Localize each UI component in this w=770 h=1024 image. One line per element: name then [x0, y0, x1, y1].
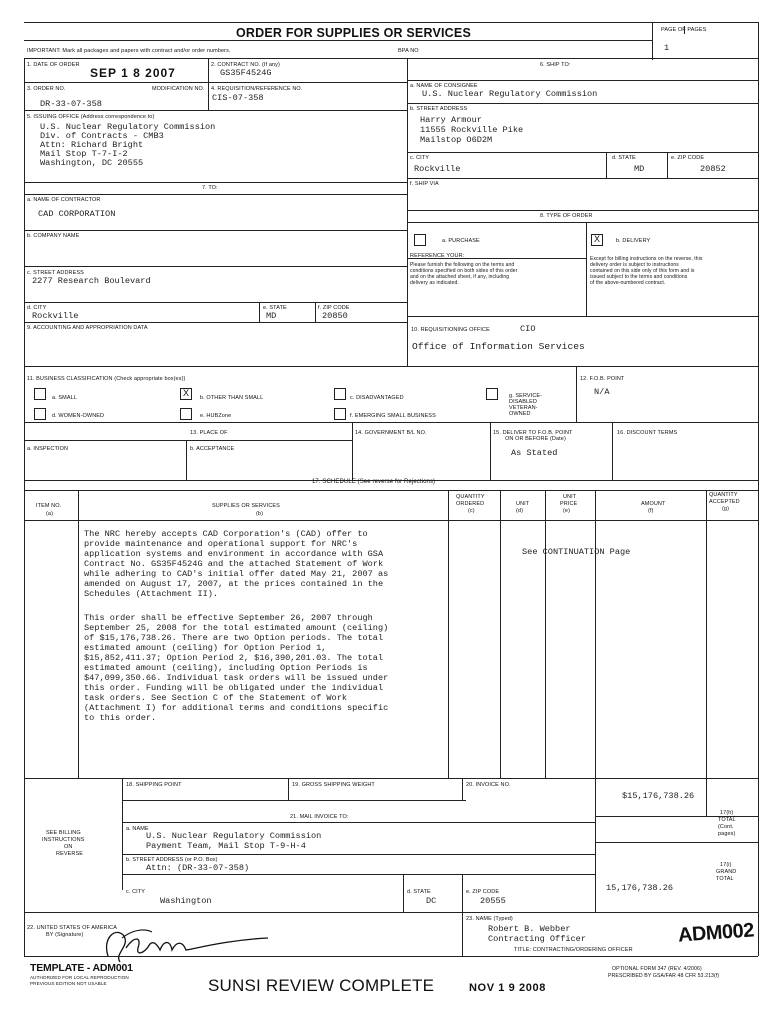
officer-title: Contracting Officer	[488, 934, 586, 944]
reference-your-label: REFERENCE YOUR:	[410, 253, 465, 259]
mail-street-value: Attn: (DR-33-07-358)	[146, 863, 250, 873]
mail-city-label: c. CITY	[126, 889, 146, 895]
adm002-stamp: ADM002	[677, 919, 755, 947]
issuing-office-line-4: Mail Stop T-7-I-2	[40, 149, 128, 159]
deliver-to-label-1: 15. DELIVER TO F.O.B. POINT	[493, 430, 573, 436]
place-of-label: 13. PLACE OF	[190, 430, 228, 436]
col-price-2: PRICE	[560, 501, 578, 507]
united-states-label-2: BY (Signature)	[46, 932, 84, 938]
schedule-para2-line: $15,852,411.37; Option Period 2, $16,390,201.03. The total	[84, 653, 384, 663]
delivery-note-5: of the above-numbered contract.	[590, 280, 666, 286]
grand-total-value: 15,176,738.26	[606, 883, 674, 893]
united-states-label-1: 22. UNITED STATES OF AMERICA	[27, 925, 117, 931]
issuing-office-line-1: U.S. Nuclear Regulatory Commission	[40, 122, 216, 132]
schedule-title: 17. SCHEDULE (See reverse for Rejections)	[312, 479, 436, 485]
col-price-3: (e)	[563, 508, 571, 514]
purchase-note-2: conditions specified on both sides of this order	[410, 268, 518, 274]
col-qty-2: ORDERED	[456, 501, 485, 507]
discount-terms-label: 16. DISCOUNT TERMS	[617, 430, 678, 436]
gross-weight-label: 19. GROSS SHIPPING WEIGHT	[292, 782, 375, 788]
schedule-para2-line: estimated amount (ceiling) for Option Period 1,	[84, 643, 327, 653]
col-qty-1: QUANTITY	[456, 494, 485, 500]
contractor-city-label: d. CITY	[27, 305, 47, 311]
total-amount-value: $15,176,738.26	[622, 791, 695, 801]
contractor-name-value: CAD CORPORATION	[38, 209, 116, 219]
total-label-4: pages)	[718, 831, 736, 837]
service-disabled-label-4: OWNED	[509, 411, 531, 417]
purchase-checkbox[interactable]	[414, 234, 426, 246]
disadvantaged-checkbox[interactable]	[334, 388, 346, 400]
street-address-label: c. STREET ADDRESS	[27, 270, 84, 276]
hubzone-label: e. HUBZone	[200, 413, 232, 419]
service-disabled-label-2: DISABLED	[509, 399, 538, 405]
schedule-para2-line: estimated amount (ceiling), including Option Periods is	[84, 663, 368, 673]
service-disabled-label-1: g. SERVICE-	[509, 393, 543, 399]
previous-edition-note: PREVIOUS EDITION NOT USABLE	[30, 981, 107, 986]
purchase-note-1: Please furnish the following on the terms and	[410, 262, 515, 268]
contractor-name-label: a. NAME OF CONTRACTOR	[27, 197, 101, 203]
street-address-value: 2277 Research Boulevard	[32, 276, 151, 286]
col-unit-2: (d)	[516, 508, 524, 514]
purchase-note-3: and on the attached sheet, if any, including	[410, 274, 510, 280]
officer-name: Robert B. Webber	[488, 924, 571, 934]
date-of-order-stamp: SEP 1 8 2007	[90, 66, 176, 80]
officer-title-label: TITLE: CONTRACTING/ORDERING OFFICER	[514, 947, 633, 953]
delivery-label: b. DELIVERY	[616, 238, 651, 244]
requisitioning-office-code: CIO	[520, 324, 536, 334]
purchase-label: a. PURCHASE	[442, 238, 480, 244]
mail-state-value: DC	[426, 896, 437, 906]
delivery-check-mark: X	[593, 234, 600, 244]
col-item-no: ITEM NO.	[36, 503, 62, 509]
form-title: ORDER FOR SUPPLIES OR SERVICES	[236, 26, 471, 40]
schedule-para1-line: Schedules (Attachment II).	[84, 589, 219, 599]
other-than-small-check-mark: X	[182, 388, 189, 398]
ship-city-value: Rockville	[414, 164, 461, 174]
company-name-label: b. COMPANY NAME	[27, 233, 80, 239]
mail-name-label: a. NAME	[126, 826, 149, 832]
requisition-no-label: 4. REQUISITION/REFERENCE NO.	[211, 86, 303, 92]
issuing-office-line-2: Div. of Contracts - CMB3	[40, 131, 164, 141]
grand-total-label-1: 17(i)	[720, 862, 732, 868]
schedule-para2-line: This order shall be effective September 26, 2007 through	[84, 613, 373, 623]
billing-instructions-3: ON	[64, 844, 73, 850]
emerging-small-checkbox[interactable]	[334, 408, 346, 420]
page-of-pages-label: PAGE OF PAGES	[661, 27, 707, 33]
mail-zip-value: 20555	[480, 896, 506, 906]
bpa-no-label: BPA NO	[398, 48, 419, 54]
col-qty-3: (c)	[468, 508, 475, 514]
order-no-label: 3. ORDER NO.	[27, 86, 66, 92]
modification-no-label: MODIFICATION NO.	[152, 86, 205, 92]
mail-invoice-label: 21. MAIL INVOICE TO:	[290, 814, 349, 820]
emerging-small-label: f. EMERGING SMALL BUSINESS	[350, 413, 436, 419]
requisitioning-office-value: Office of Information Services	[412, 341, 585, 352]
government-bl-label: 14. GOVERNMENT B/L NO.	[355, 430, 427, 436]
service-disabled-label-3: VETERAN-	[509, 405, 538, 411]
ship-state-label: d. STATE	[612, 155, 636, 161]
schedule-para1-line: while adhering to CAD's initial offer dated May 21, 2007 as	[84, 569, 389, 579]
requisitioning-office-label: 10. REQUISITIONING OFFICE	[411, 327, 490, 333]
requisition-no-value: CIS-07-358	[212, 93, 264, 103]
col-amount-2: (f)	[648, 508, 654, 514]
ship-state-value: MD	[634, 164, 645, 174]
schedule-para2-line: of $15,176,738.26. There are two Option periods. The total	[84, 633, 384, 643]
contractor-state-value: MD	[266, 311, 277, 321]
schedule-para2-line: to this order.	[84, 713, 157, 723]
grand-total-label-3: TOTAL	[716, 876, 734, 882]
shipping-point-label: 18. SHIPPING POINT	[126, 782, 182, 788]
prescribed-by-label: PRESCRIBED BY GSA/FAR 48 CFR 53.213(f)	[608, 973, 720, 979]
page-number: 1	[664, 43, 670, 53]
type-of-order-title: 8. TYPE OF ORDER	[540, 213, 593, 219]
purchase-note-4: delivery as indicated.	[410, 280, 459, 286]
billing-instructions-2: INSTRUCTIONS	[42, 837, 85, 843]
consignee-label: a. NAME OF CONSIGNEE	[410, 83, 478, 89]
issuing-office-label: 5. ISSUING OFFICE (Address correspondence to)	[27, 114, 155, 120]
issuing-office-line-3: Attn: Richard Bright	[40, 140, 144, 150]
date-stamp: NOV 1 9 2008	[469, 982, 546, 994]
col-supplies-sub: (b)	[256, 511, 264, 517]
delivery-note-3: contained on this side only of this form and is	[590, 268, 695, 274]
mail-city-value: Washington	[160, 896, 212, 906]
consignee-value: U.S. Nuclear Regulatory Commission	[422, 89, 598, 99]
delivery-note-1: Except for billing instructions on the reverse, this	[590, 256, 703, 262]
ship-to-title: 6. SHIP TO:	[540, 62, 571, 68]
ship-street-line-1: Harry Armour	[420, 115, 482, 125]
signature	[98, 918, 278, 966]
hubzone-checkbox[interactable]	[180, 408, 192, 420]
template-stamp: TEMPLATE - ADM001	[30, 962, 133, 974]
business-classification-label: 11. BUSINESS CLASSIFICATION (Check appropriate box(es))	[27, 376, 186, 382]
contractor-state-label: e. STATE	[263, 305, 287, 311]
contractor-zip-value: 20850	[322, 311, 348, 321]
contract-no-value: GS35F4524G	[220, 68, 272, 78]
col-accepted-1: QUANTITY	[709, 492, 738, 498]
see-continuation-page: See CONTINUATION Page	[522, 547, 631, 557]
invoice-no-label: 20. INVOICE NO.	[466, 782, 511, 788]
inspection-label: a. INSPECTION	[27, 446, 69, 452]
other-than-small-label: b. OTHER THAN SMALL	[200, 395, 264, 401]
col-accepted-2: ACCEPTED	[709, 499, 740, 505]
total-label-3: (Cont.	[718, 824, 734, 830]
women-owned-checkbox[interactable]	[34, 408, 46, 420]
mail-zip-label: e. ZIP CODE	[466, 889, 500, 895]
acceptance-label: b. ACCEPTANCE	[190, 446, 235, 452]
issuing-office-line-5: Washington, DC 20555	[40, 158, 144, 168]
billing-instructions-1: SEE BILLING	[46, 830, 81, 836]
col-item-no-sub: (a)	[46, 511, 54, 517]
col-unit-1: UNIT	[516, 501, 530, 507]
schedule-para1-line: provide maintenance and operational support for NRC's	[84, 539, 358, 549]
sunsi-review-stamp: SUNSI REVIEW COMPLETE	[208, 976, 435, 995]
contractor-zip-label: f. ZIP CODE	[318, 305, 350, 311]
schedule-para2-line: task orders. See Section C of the Statement of Work	[84, 693, 348, 703]
fob-point-value: N/A	[594, 387, 610, 397]
schedule-para2-line: this order. Funding will be obligated under the individual	[84, 683, 384, 693]
mail-state-label: d. STATE	[407, 889, 431, 895]
contractor-city-value: Rockville	[32, 311, 79, 321]
ship-street-line-3: Mailstop O6D2M	[420, 135, 493, 145]
delivery-note-2: delivery order is subject to instructions	[590, 262, 679, 268]
authorized-reproduction: AUTHORIZED FOR LOCAL REPRODUCTION	[30, 975, 129, 980]
schedule-para1-line: Contract No. GS35F4524G and the attached Statement of Work	[84, 559, 384, 569]
mail-name-value: U.S. Nuclear Regulatory Commission	[146, 831, 322, 841]
women-owned-label: d. WOMEN-OWNED	[52, 413, 105, 419]
ship-zip-value: 20852	[700, 164, 726, 174]
col-accepted-3: (g)	[722, 506, 730, 512]
important-note: IMPORTANT: Mark all packages and papers with contract and/or order numbers.	[27, 48, 231, 54]
deliver-to-value: As Stated	[511, 448, 558, 458]
schedule-para2-line: (Attachment I) for additional terms and conditions specific	[84, 703, 389, 713]
ship-city-label: c. CITY	[410, 155, 430, 161]
schedule-para1-line: amended on August 17, 2007, at the prices contained in the	[84, 579, 384, 589]
schedule-para2-line: September 25, 2008 for the total estimated amount (ceiling)	[84, 623, 389, 633]
ship-via-label: f. SHIP VIA	[410, 181, 439, 187]
mail-street-label: b. STREET ADDRESS (or P.O. Box)	[126, 857, 218, 863]
total-label-2: TOTAL	[718, 817, 736, 823]
contract-no-label: 2. CONTRACT NO. (If any)	[211, 62, 280, 68]
name-typed-label: 23. NAME (Typed)	[466, 916, 513, 922]
total-label-1: 17(h)	[720, 810, 734, 816]
ship-zip-label: e. ZIP CODE	[671, 155, 705, 161]
col-price-1: UNIT	[563, 494, 577, 500]
deliver-to-label-2: ON OR BEFORE (Date)	[505, 436, 566, 442]
col-amount-1: AMOUNT	[641, 501, 666, 507]
disadvantaged-label: c. DISADVANTAGED	[350, 395, 404, 401]
schedule-para2-line: $47,099,350.66. Individual task orders will be issued under	[84, 673, 389, 683]
col-supplies: SUPPLIES OR SERVICES	[212, 503, 280, 509]
fob-point-label: 12. F.O.B. POINT	[580, 376, 625, 382]
ship-street-label: b. STREET ADDRESS	[410, 106, 468, 112]
service-disabled-checkbox[interactable]	[486, 388, 498, 400]
small-checkbox[interactable]	[34, 388, 46, 400]
small-label: a. SMALL	[52, 395, 77, 401]
grand-total-label-2: GRAND	[716, 869, 737, 875]
optional-form-label: OPTIONAL FORM 347 (REV. 4/2006)	[612, 966, 702, 972]
delivery-note-4: issued subject to the terms and conditions	[590, 274, 688, 280]
mail-name-value-2: Payment Team, Mail Stop T-9-H-4	[146, 841, 306, 851]
schedule-para1-line: The NRC hereby accepts CAD Corporation's (CAD) offer to	[84, 529, 368, 539]
order-no-value: DR-33-07-358	[40, 99, 102, 109]
ship-street-line-2: 11555 Rockville Pike	[420, 125, 524, 135]
billing-instructions-4: REVERSE	[56, 851, 83, 857]
accounting-label: 9. ACCOUNTING AND APPROPRIATION DATA	[27, 325, 148, 331]
schedule-para1-line: application systems and environment in accordance with GSA	[84, 549, 384, 559]
to-label: 7. TO:	[202, 185, 218, 191]
date-of-order-label: 1. DATE OF ORDER	[27, 62, 80, 68]
